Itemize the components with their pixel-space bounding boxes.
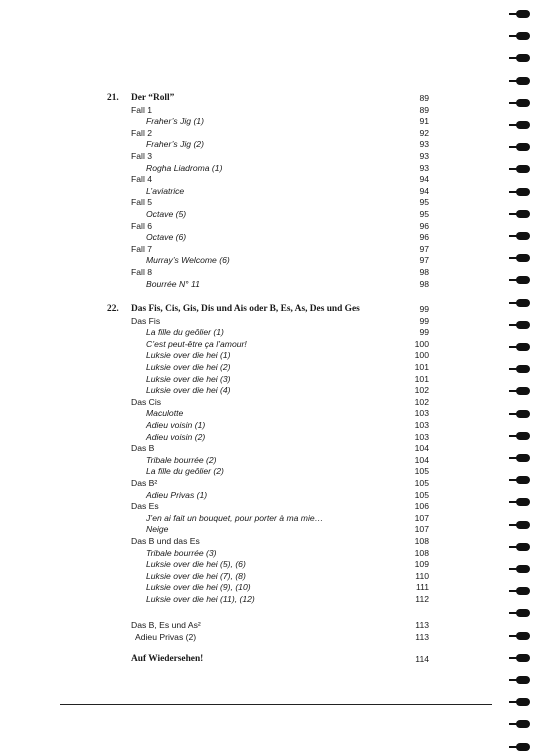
toc-item <box>0 593 429 605</box>
toc-item <box>0 338 429 350</box>
toc-subheading <box>0 477 429 489</box>
entry-page-number: 97 <box>419 243 429 254</box>
footer-rule <box>60 704 492 705</box>
entry-title: Luksie over die hei (7), (8) <box>146 570 246 581</box>
entry-page-number: 96 <box>419 220 429 231</box>
binding-ring <box>516 720 530 728</box>
entry-title: La fille du geôlier (2) <box>146 466 224 477</box>
binding-ring <box>516 609 530 617</box>
entry-title: Das B, Es und As² <box>131 620 201 630</box>
entry-page-number: 97 <box>419 255 429 266</box>
entry-page-number: 104 <box>414 443 429 454</box>
entry-title: Der “Roll” <box>131 93 175 103</box>
toc-subheading <box>0 266 429 278</box>
toc-subheading <box>0 315 429 327</box>
toc-item <box>0 407 429 419</box>
entry-page-number: 99 <box>419 315 429 326</box>
binding-ring <box>516 343 530 351</box>
binding-ring <box>516 32 530 40</box>
entry-title: Adieu voisin (2) <box>146 431 206 442</box>
binding-ring <box>516 143 530 151</box>
entry-page-number: 93 <box>419 151 429 161</box>
entry-page-number: 101 <box>414 362 429 372</box>
entry-page-number: 103 <box>414 408 429 419</box>
entry-title: C’est peut-être ça l’amour! <box>146 338 247 349</box>
toc-item <box>0 454 429 466</box>
entry-page-number: 103 <box>414 431 429 442</box>
toc-item <box>0 231 429 243</box>
closing-heading <box>0 653 429 665</box>
entry-title: Neige <box>146 524 169 535</box>
binding-ring <box>516 432 530 440</box>
binding-ring <box>516 521 530 529</box>
binding-ring <box>516 121 530 129</box>
toc-subheading <box>0 196 429 208</box>
toc-subheading <box>0 150 429 162</box>
entry-page-number: 105 <box>414 489 429 500</box>
entry-page-number: 113 <box>415 620 429 630</box>
entry-page-number: 92 <box>419 127 429 138</box>
toc-subheading <box>0 127 429 139</box>
toc-item <box>0 419 429 431</box>
binding-ring <box>516 387 530 395</box>
entry-title: Das Es <box>131 501 159 512</box>
binding-ring <box>516 321 530 329</box>
entry-title: Adieu voisin (1) <box>146 420 206 430</box>
binding-ring <box>516 99 530 107</box>
entry-title: Luksie over die hei (5), (6) <box>146 559 246 570</box>
entry-title: Fall 8 <box>131 267 153 277</box>
entry-title: Rogha Liadroma (1) <box>146 162 223 173</box>
binding-ring <box>516 188 530 196</box>
binding-ring <box>516 365 530 373</box>
toc-item <box>0 373 429 385</box>
entry-page-number: 98 <box>419 267 429 277</box>
toc-item <box>0 349 429 361</box>
entry-title: Luksie over die hei (4) <box>146 385 231 396</box>
entry-title: Octave (6) <box>146 232 187 243</box>
entry-page-number: 111 <box>415 582 429 593</box>
entry-title: Fall 3 <box>131 151 153 161</box>
entry-title: Fall 1 <box>131 104 153 115</box>
toc-subheading <box>0 104 429 116</box>
binding-ring <box>516 587 530 595</box>
binding-ring <box>516 254 530 262</box>
toc-item <box>0 361 429 373</box>
binding-ring <box>516 299 530 307</box>
section-heading <box>0 92 429 104</box>
entry-page-number: 108 <box>414 536 429 546</box>
entry-page-number: 98 <box>419 278 429 289</box>
binding-ring <box>516 543 530 551</box>
entry-page-number: 89 <box>419 93 429 103</box>
toc-subheading <box>0 220 429 232</box>
entry-page-number: 113 <box>415 631 429 642</box>
toc-subheading <box>0 173 429 185</box>
entry-title: Luksie over die hei (11), (12) <box>146 594 255 604</box>
entry-title: Das B <box>131 443 155 454</box>
entry-title: Maculotte <box>146 408 184 419</box>
section-heading <box>0 303 429 315</box>
entry-page-number: 110 <box>415 570 429 581</box>
entry-title: Tribale bourrée (3) <box>146 547 217 558</box>
binding-ring <box>516 10 530 18</box>
binding-ring <box>516 454 530 462</box>
entry-page-number: 91 <box>419 116 429 127</box>
entry-page-number: 104 <box>414 454 429 465</box>
toc-item <box>0 512 429 524</box>
entry-title: Das Fis <box>131 315 161 326</box>
toc-item <box>0 208 429 220</box>
entry-page-number: 108 <box>414 547 429 558</box>
toc-item <box>0 162 429 174</box>
entry-page-number: 109 <box>414 559 429 570</box>
entry-title: L’aviatrice <box>146 185 185 196</box>
entry-page-number: 102 <box>414 396 429 407</box>
entry-page-number: 107 <box>414 512 429 523</box>
toc-item <box>0 278 429 290</box>
entry-title: Octave (5) <box>146 209 187 219</box>
toc-subheading <box>0 442 429 454</box>
toc-item <box>0 581 429 593</box>
entry-title: Fall 7 <box>131 243 153 254</box>
entry-page-number: 105 <box>414 478 429 488</box>
entry-title: Bourrée N° 11 <box>146 278 200 289</box>
toc-item <box>0 570 429 582</box>
entry-title: Fall 2 <box>131 127 153 138</box>
entry-title: J’en ai fait un bouquet, pour porter à ma mie… <box>146 512 324 523</box>
binding-ring <box>516 498 530 506</box>
entry-page-number: 101 <box>414 373 429 384</box>
toc-item <box>0 631 429 643</box>
entry-page-number: 96 <box>419 232 429 243</box>
entry-title: Fall 6 <box>131 220 153 231</box>
toc-item <box>0 465 429 477</box>
entry-title: Luksie over die hei (2) <box>146 362 231 372</box>
binding-ring <box>516 54 530 62</box>
entry-title: Murray’s Welcome (6) <box>146 255 230 266</box>
entry-title: Adieu Privas (1) <box>146 489 208 500</box>
binding-ring <box>516 676 530 684</box>
toc-subheading <box>0 535 429 547</box>
entry-page-number: 93 <box>419 162 429 173</box>
binding-ring <box>516 632 530 640</box>
binding-ring <box>516 165 530 173</box>
spiral-binding <box>503 0 533 750</box>
entry-title: Das Cis <box>131 396 162 407</box>
entry-page-number: 102 <box>414 385 429 396</box>
entry-page-number: 93 <box>419 139 429 150</box>
entry-page-number: 112 <box>415 594 429 604</box>
toc-item <box>0 431 429 443</box>
entry-page-number: 94 <box>419 174 429 185</box>
entry-page-number: 106 <box>414 501 429 512</box>
entry-page-number: 100 <box>414 338 429 349</box>
entry-title: Luksie over die hei (1) <box>146 350 231 361</box>
entry-title: Auf Wiedersehen! <box>131 654 204 664</box>
binding-ring <box>516 476 530 484</box>
toc-subheading <box>0 500 429 512</box>
toc-item <box>0 489 429 501</box>
entry-page-number: 99 <box>419 304 429 314</box>
entry-title: Das Fis, Cis, Gis, Dis und Ais oder B, Es, As, Des und Ges <box>131 304 360 314</box>
entry-page-number: 95 <box>419 197 429 208</box>
binding-ring <box>516 654 530 662</box>
binding-ring <box>516 276 530 284</box>
toc-item <box>0 185 429 197</box>
entry-title: Fall 5 <box>131 197 153 208</box>
toc-subheading <box>0 243 429 255</box>
entry-page-number: 89 <box>419 104 429 115</box>
section-number: 21. <box>107 93 119 103</box>
section-number: 22. <box>107 304 119 314</box>
toc-item <box>0 326 429 338</box>
toc-item <box>0 254 429 266</box>
entry-page-number: 105 <box>414 466 429 477</box>
entry-title: Fraher’s Jig (2) <box>146 139 204 150</box>
toc-item <box>0 115 429 127</box>
entry-title: Adieu Privas (2) <box>135 631 197 642</box>
entry-page-number: 100 <box>414 350 429 361</box>
toc-item <box>0 384 429 396</box>
binding-ring <box>516 232 530 240</box>
binding-ring <box>516 743 530 751</box>
binding-ring <box>516 410 530 418</box>
binding-ring <box>516 698 530 706</box>
entry-page-number: 107 <box>414 524 429 535</box>
toc-item <box>0 547 429 559</box>
toc-item <box>0 523 429 535</box>
entry-title: Luksie over die hei (3) <box>146 373 231 384</box>
entry-title: Das B² <box>131 478 158 488</box>
toc-subheading <box>0 396 429 408</box>
entry-title: Das B und das Es <box>131 536 200 546</box>
entry-page-number: 94 <box>419 185 429 196</box>
toc-item <box>0 558 429 570</box>
entry-title: Luksie over die hei (9), (10) <box>146 582 251 593</box>
entry-page-number: 95 <box>419 209 429 219</box>
entry-page-number: 114 <box>415 654 429 664</box>
binding-ring <box>516 565 530 573</box>
binding-ring <box>516 210 530 218</box>
toc-subheading <box>0 619 429 631</box>
toc-item <box>0 138 429 150</box>
entry-title: Fall 4 <box>131 174 153 185</box>
entry-page-number: 103 <box>414 420 429 430</box>
entry-title: Tribale bourrée (2) <box>146 454 217 465</box>
binding-ring <box>516 77 530 85</box>
entry-page-number: 99 <box>419 327 429 338</box>
entry-title: Fraher’s Jig (1) <box>146 116 204 127</box>
entry-title: La fille du geôlier (1) <box>146 327 224 338</box>
